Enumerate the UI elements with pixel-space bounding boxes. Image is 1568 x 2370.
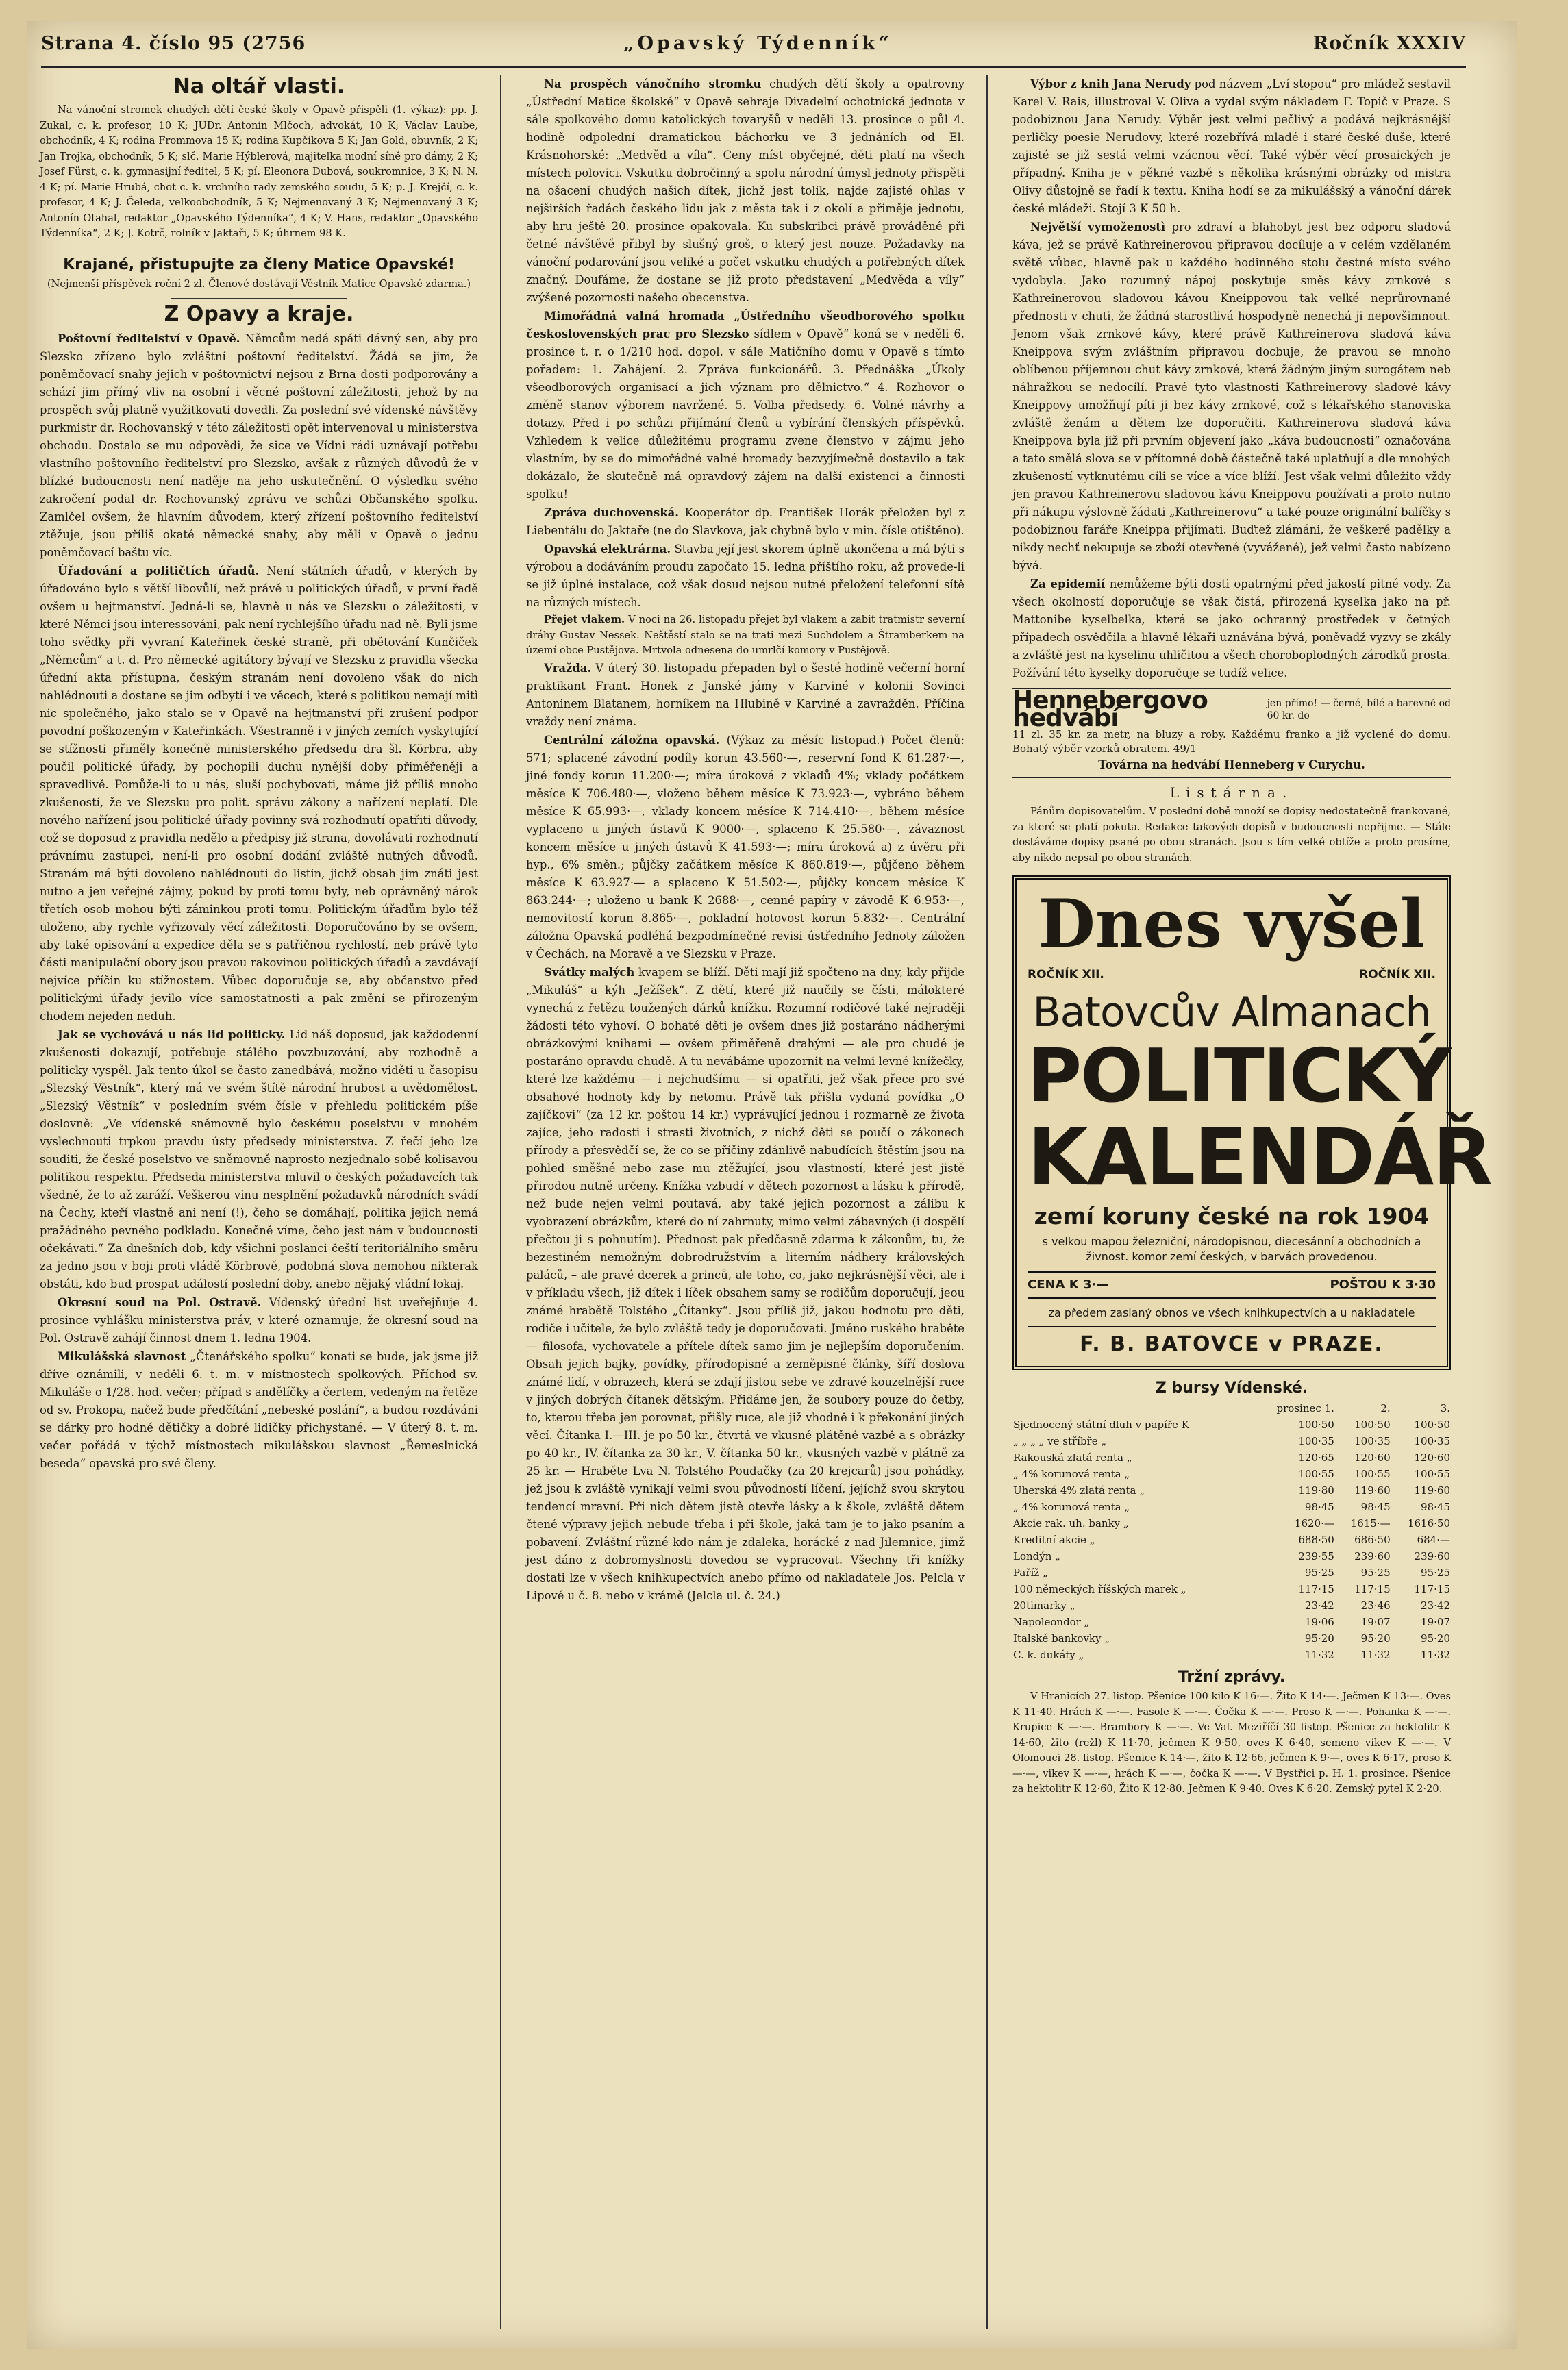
bursa-value-cell: 98·45 [1421,1501,1450,1513]
henneberg-ad-text: 11 zl. 35 kr. za metr, na bluzy a roby. Každému franko a již vyclené do domu. Bohatý výběr vzorků obratem. 49/1 [1012,728,1451,755]
ad-subtitle: zemí koruny české na rok 1904 [1034,1203,1430,1230]
table-row [1012,1466,1451,1482]
bursa-label-cell: „ 4% korunová renta „ [1013,1468,1130,1480]
bursa-value-cell: 239·60 [1354,1550,1391,1562]
bursa-header-cell: 3. [1440,1402,1450,1414]
volume-label: Ročník XXXIV [1312,33,1466,54]
section-title-opava: Z Opavy a kraje. [164,301,354,326]
ad-volume-left: ROČNÍK XII. [1028,968,1104,982]
article-body: (Výkaz za měsíc listopad.) Počet členů: 571; splacené závodní podíly korun 43.560·—, reservní fond K 61.287·—, jiné fondy korun 11.200·—; míra úroková z vkladů 4%; vklady počátkem měsíce K 706.480·—, vloženo během měsíce K 73.923·—, vybráno během měsíce K 65.993·—, vklady koncem měsíce K 714.410·—, během měsíce vyplaceno u jiných ústavů K 9000·—, splaceno K 25.580·—, závaznost koncem měsíce u jiných ústavů K 41.593·—; míra úroková a) z úvěru při hyp., 6% směn.; půjčky začátkem měsíce K 860.819·—, půjčeno během měsíce K 63.927·— a splaceno K 51.502·—, půjčky koncem měsíce K 863.244·—; uloženo u bank K 2688·—, cenné papíry v závodě K 6.953·—, nemovitostí korun 8.865·—, pokladní hotovost korun 5.832·—. Centrální záložna Opavská podléhá bezpodmínečné revisi ústředního Jednoty záložen v Čechách, na Moravě a ve Slezsku v Praze. [526,733,965,960]
article-head: Jak se vychovává u nás lid politicky. [58,1027,286,1041]
article [526,964,965,1605]
bursa-value-cell: 100·35 [1414,1435,1450,1447]
bursa-header-cell: prosinec 1. [1276,1402,1334,1414]
article-head: Centrální záložna opavská. [544,733,720,747]
article-body: Není státních úřadů, v kterých by úřadováno bylo s větší libovůlí, než právě u politických úřadů, v první řadě ovšem u hejtmanství. Jedná-li se, hlavně u nás ve Slezsku o záležitosti, v které Němci jsou interessováni, pak není rychlejšího úřadu nad ně. Byli jsme toho svědky při vyvraní Kateřinek české straně, při obětování Kunčiček „Němcům“ a t. d. Pro německé agitátory bývají ve Slezsku z pravidla všecka úřední akta přístupna, českým stranám není dovoleno však do nich nahlédnouti a dostane se jim odbytí i ve věcech, které s politikou nemají mitì nic společného, jako stalo se v Opavě na hejtmanství při zrušení podpor povodní poškozeným v Kateřinkách. Všestranně i v jiných zemích vyskytující se stížnosti přiměly konečně ministerského předsedu dra šl. Körbra, aby poučil politické úřady, by pochopili duchu nynější doby přiměřeněji a spravedlivě. Pomůže-li to u nás, sluší pochybovati, máme již příliš mnoho zkušeností, že ve Slezsku pro polit. správu zákony a nařízení neplatí. Dle nového nařízení jsou politické úřady povinny svá rozhodnutí opatřiti důvody, což se doposud z pravidla nedělo a předpisy již strana, dovolávati rozhodnutí právnímu zastupci, není-li pro osobní dodání zvláště nutných důvodů. Stranám má býti dovoleno nahlédnouti do listin, jichž obsah jim znáti jest nutno a jen veřejné zájmy, pokud by proti tomu byly, neb oprávněný nárok třetích osob mohou býti záminkou proti tomu. Politickým úřadům bylo též uloženo, aby rychle vyřizovaly věcí záležitosti. Doporučováno by se ovšem, aby také opisování a expedice děla se s patřičnou rychlostí, neb právě tyto části manipulační obory jsou pravou rakovinou politických úřadů a zavdávají nejvíce příčin ku stížnostem. Vůbec doporučuje se, aby občanstvo před politickými úřady jevilo více samostatnosti a pak změní se přirozeným chodem nejeden neduh. [40,564,479,1023]
article-head: Svátky malých [544,965,635,979]
bursa-label-cell: Sjednocený státní dluh v papíře K [1013,1419,1189,1431]
article [526,732,965,963]
article [40,562,478,1025]
bursa-label-cell: Akcie rak. uh. banky „ [1013,1517,1129,1530]
article [1012,575,1451,682]
article [1012,219,1451,575]
page-header [41,33,1466,62]
article-body: „Čtenářského spolku“ konati se bude, jak jsme již dříve oznámili, v neděli 6. t. m. v místnostech spolkových. Příchod sv. Mikuláše o 1/28. hod. večer; případ s andělíčky a čertem, vedeným na řetěze od sv. Prokopa, načež bude předčítání „nebeské poslání“, a budou rozdáváni se dárky pro hodné dětičky a dobré lidičky přichystané. — V úterý 8. t. m. večer pořádá v týchž místnostech mikulášskou slavnost „Řemeslnická beseda“ opavská pro své členy. [40,1349,479,1470]
table-row [1012,1499,1451,1515]
article-head: Přejet vlakem. [544,614,625,625]
article-body: Kooperátor dp. František Horák přeložen byl z Liebentálu do Jaktaře (ne do Slavkova, jak chybně bylo v min. čísle otištěno). [526,506,965,537]
bursa-value-cell: 95·25 [1304,1567,1334,1579]
article-body: nemůžeme býti dosti opatrnými před jakostí pitné vody. Za všech okolností doporučuje se však čistá, přirozená kyselka jako na př. Mattonibe kyselbelka, která se jako ochranný prostředek v četných případech osvědčila a hlavně lékaři uznávána bývá, poněvadž vyzvy se zkály a zvláště jest na kyselinu uhličitou a všech choroboplodných zárodků prosta. Požívání této kyselky doporučuje se tudíž velice. [1012,577,1451,679]
article-head: Za epidemií [1030,577,1106,590]
bursa-value-cell: 119·60 [1354,1484,1391,1497]
bursa-value-cell: 98·45 [1360,1501,1391,1513]
bursa-header-row [1012,1400,1451,1417]
article-body: sídlem v Opavě“ koná se v neděli 6. prosince t. r. o 1/210 hod. dopol. v sále Matičního domu v Opavě s tímto pořadem: 1. Zahájení. 2. Zpráva funkcionářů. 3. Přednáška „Úkoly všeodborových organisací a jich význam pro dělnictvo.“ 4. Rozhovor o změně stanov výborem navržené. 5. Volba předsedy. 6. Volné návrhy a dotazy. Před i po schůzi přijímání členů a vybírání členských příspěvků. Vzhledem k velice důležitému programu zvene členstvo v zájmu jeho vlastním, by se do mimořádné valné hromady bezvyjímečně dostavilo a tak dokázalo, že skutečně má opravdový zájem na další existenci a činnosti spolku! [526,327,965,501]
bursa-value-cell: 120·65 [1298,1451,1334,1464]
table-row [1012,1532,1451,1548]
article [526,612,965,659]
ad-description: s velkou mapou železniční, národopisnou, diecesánní a obchodních a živnost. komor zemí českých, v barvách provedenou. [1042,1235,1421,1263]
article-body: chudých dětí školy a opatrovny „Ústřední Matice školské“ v Opavě sehraje Divadelní ochotnická jednota v sále spolkového domu katolických tovaryšů v neděli 13. prosince o půl 4. hodině odpolední dramatickou báchorku ve 3 jednáních od El. Krásnohorské: „Medvěd a víla“. Ceny míst obyčejné, děti platí na všech místech polovici. Vskutku dobročinný a spolu národní úmysl jednoty přispěti na ošacení chudých našich dítek, jichž jest tolik, najde zajisté ohlas v nejširších řadách českého lidu jak z města tak i z okolí a přiměje jednotu, aby hru ještě 20. prosince opakovala. Ku subskribci právě prováděné při četné návštěvě přibyl by slušný groš, o který jest nouze. Požadavky na vánoční podarování jsou veliké a počet vskutku chudých a potřebných dítek značný. Doufáme, že dostane se již proto představení „Medvěda a víly“ zvýšené pozornosti našeho obecenstva. [526,77,965,304]
ad-order-note: za předem zaslaný obnos ve všech knihkupectvích a u nakladatele [1048,1306,1415,1319]
article-head: Výbor z knih Jana Nerudy [1030,77,1191,90]
bursa-value-cell: 100·55 [1354,1468,1391,1480]
bursa-value-cell: 100·55 [1298,1468,1334,1480]
bursa-value-cell: 11·32 [1304,1649,1334,1661]
bursa-label-cell: „ 4% korunová renta „ [1013,1501,1130,1513]
bursa-value-cell: 95·20 [1304,1632,1334,1645]
trzni-text: V Hranicích 27. listop. Pšenice 100 kilo K 16·—. Žito K 14·—. Ječmen K 13·—. Oves K 11·40. Hrách K —·—. Fasole K —·—. Čočka K —·—. Proso K —·—. Pohanka K —·—. Krupice K —·—. Brambory K —·—. Ve Val. Meziříčí 30 listop. Pšenice za hektolitr K 14·60, žito (režl) K 11·70, ječmen K 9·50, oves K 6·40, semeno víkev K —·—. V Olomouci 28. listop. Pšenice K 14·—, žito K 12·66, ječmen K 9·—, oves K 6·17, proso K —·—, vikev K —·—, hrách K —·—, čočka K —·—. V Bystřici p. H. 1. prosince. Pšenice za hektolitr K 12·60, Žito K 12·80. Ječmen K 9·40. Oves K 6·20. Zemský pytel K 2·20. [1012,1691,1451,1795]
henneberg-ad-top [1012,686,1451,732]
bursa-value-cell: 19·07 [1360,1616,1391,1628]
table-row [1012,1515,1451,1532]
article-body: V noci na 26. listopadu přejet byl vlakem a zabit tratmistr severní dráhy Gustav Nessek. Neštěstí stalo se na trati mezi Suchdolem a Štramberkem na území obce Pustějova. Mrtvola odnesena do umrlčí komory v Pustějově. [526,614,965,656]
article [1012,75,1451,218]
article-body: kvapem se blíží. Děti mají již spočteno na dny, kdy přijde „Mikuláš“ a kýh „Ježíšek“. Z dětí, které již naučily se čísti, málokteré vynechá z řetězu toužených dárků knížku. Rozumní rodičové také nejraději žádosti této vyhoví. O bohaté děti je ovšem dnes již postaráno nádherými obrázkovými knihami — ovšem přiměřeně drahými — ale pro chudé je postaráno opravdu chudě. A tu nevábáme upozornit na velmi levné knížečky, které lze každému — i nejchudšímu — si opatřiti, jež však přece pro své obsahové hodnoty kdy by netomu. Právě tak přišla vydaná povídka „O zajíčkovi“ (za 12 kr. poštou 14 kr.) vyprávující jednou i rozmarně ze života zajíce, jeho radosti i strasti životních, z nichž děti se poučí o zákonech přírody a přesvědčí se, že co se příčiny zdánlivě nabudících štěstím jsou na pohled směšné nebo zase mu ztěžující, jsou vlastností, které jest jistě přirodou nutně určeny. Knížka vzbudí v dětech pozornost a lásku k přírodě, než bude nejen velmi poutavá, aby také jejich pozornost a zálibu k vyobrazení obrázkům, které do ní zahrnuty, mimo velmi zábavných (i dospělí přečtou ji s pohnutím). Přednost pak předčasně zdarma k zákonům, tu, že bezestiném nemožným dobrodružstvím a literním nádhery královských paláců, – ale pravé dcerek a princů, ale toho, co, jako nejkrásnější věci, ale i v příkladu všech, již dítek i líček obsahem samy se rodičům doporučují, jeou známé hrabětě Tolstého „Čítanky“. Jsou příliš již, jakou hodnotu pro děti, rodiče i učitele, že bylo zvláště tedy je doporučovati. Jméno ruského hraběte — filosofa, vychovatele a přítele dítek samo jim je nejlepším doporučením. Obsah jejich bajky, povídky, přírodopisné a zeměpisné články, šíří doslova známé lidí, v obrazech, která se zdají jistou sebe ve zdravé kouzelnější ruce v jiných dobrých čítanek dětským. Přidáme jen, že soubory pouze do četby, to, kterou třeba jen porovnat, přišly ruce, ale již vhodně i k překonání jiných věcí. Čítanka I.—III. je po 50 kr., čtvrtá ve vkusné plátěné vazbě a s obrázky po 40 kr., IV. čítanka za 30 kr., V. čítanka 50 kr., vkusných vazbě v plátně za 25 kr. — Hraběte Lva N. Tolstého Poudačky (za 20 krejcarů) jsou pohádky, jež jsou k zvláště vynikají velmi svou původností líčení, jejíchž svou skrytou tendencí mravní. Při nich dětem jistě otevře lásky a k škole, zvláště dětem čtené výpravy jejich nebude třeba i při škole, jaká tam je to jako psaním a pobavení. Zvláštní různé kdo nám je zdaleka, horácké z nad Jilemnice, jimž jest dáno z dobromyslnosti dovedou se vypracovat. Všechny tři knížky dostati lze v všech knihkupectvích anebo přímo od nakladatele Jos. Pelcla v Lipové u č. 8. nebo v krámě (Jelcla ul. č. 24.) [526,965,965,1602]
bursa-value-cell: 95·25 [1421,1567,1450,1579]
article [526,308,965,503]
bursa-value-cell: 239·55 [1298,1550,1334,1562]
ad-almanac-name: Batovcův Almanach [1032,988,1431,1036]
henneberg-ad-footer: Továrna na hedvábí Henneberg v Curychu. [1098,758,1365,771]
article [526,504,965,540]
listarna-title: Listárna. [1169,784,1294,801]
bursa-value-cell: 98·45 [1304,1501,1334,1513]
article-head: Největší vymoženostì [1030,221,1166,234]
bursa-value-cell: 686·50 [1354,1534,1391,1546]
table-row [1012,1449,1451,1466]
table-row [1012,1581,1451,1597]
page-number: Strana 4. číslo 95 (2756 [41,33,306,54]
bursa-value-cell: 95·20 [1421,1632,1450,1645]
article-head: Úřadování a političtích úřadů. [58,564,260,577]
article-head: Poštovní ředitelství v Opavě. [58,332,240,345]
bursa-value-cell: 100·50 [1354,1419,1391,1431]
bursa-header-cell: 2. [1380,1402,1391,1414]
bursa-value-cell: 119·80 [1298,1484,1334,1497]
bursa-value-cell: 11·32 [1421,1649,1450,1661]
article [526,660,965,731]
bursa-value-cell: 117·15 [1354,1583,1391,1595]
article [526,75,965,307]
table-row [1012,1597,1451,1614]
article-head: Okresní soud na Pol. Ostravě. [58,1295,262,1309]
ad-politicky: POLITICKÝ [1028,1034,1450,1119]
matice-appeal: Krajané, přistupujte za členy Matice Opavské! [63,255,455,273]
newspaper-page [27,21,1517,2349]
article-head: Opavská elektrárna. [544,542,671,556]
bursa-value-cell: 100·55 [1414,1468,1450,1480]
article-body: pro zdraví a blahobyt jest bez odporu sladová káva, jež se právě Kathreinerovou připravou docíluje a v celém vzdělaném světě vůbec, hlavně pak u každého hodinného stolu čestné místo svého vydobyla. Jako rozumný nápoj poskytuje směs kávy zrnkové s Kathreinerovou sladovou kávou Kneippovou tak velké neprůrovnané přednosti v chuti, že žádná starostlivá hospodyně nenechá ji nepovšimnout. Jenom však zrnkové kávy, které právě Kathreinerova sladová káva Kneippova svým zvláštním připravou docbuje, že pravou se mnoho oblíbenou příjemnou chut kávy zrnkové, která žádným jiným surogátem neb náhražkou se nedocílí. Pravé tyto vlastnosti Kathreinerovy sladové kávy Kneippovy umožňují píti ji bez kávy zrnkové, což s lékařského stanoviska zvláště ženám a dětem lze doporučiti. Kathreinerova sladová káva Kneippova byla již při prvním objevení jako „káva budoucnosti“ označována a tato smělá slova se v přítomné době částečně také uplatňují a dle mnohých zkušeností vytknutému cíli se více a více blíží. Jest však velmi důležito vždy jen pravou Kathreinerovu sladovou kávu Kneippovu používati a proto nutno při nákupu výslovně žádati „Kathreinerovu“ a také pouze originální balíčky s podobiznou faráře Kneippa přijímati. Buďtež zlámáni, že veškeré padělky a nikdy nechť nekupuje se zboží otevřené (vyvážené), jež velmi často nabízeno bývá. [1012,221,1451,572]
bursa-value-cell: 95·20 [1360,1632,1391,1645]
article-head: Zpráva duchovenská. [544,506,679,519]
article-body: Stavba její jest skorem úplně ukončena a má býti s výrobou a dodáváním proudu započato 15. ledna příštího roku, až provede-li se již úplné instalace, což však dosud nejsou nutné přeložení telefonní sítě na různých místech. [526,542,965,609]
bursa-value-cell: 1615·— [1350,1517,1391,1530]
table-row [1012,1548,1451,1564]
bursa-label-cell: 100 německých říšských marek „ [1013,1583,1186,1595]
table-row [1012,1417,1451,1433]
bursa-label-cell: Londýn „ [1013,1550,1060,1562]
bursa-value-cell: 239·60 [1414,1550,1450,1562]
article [40,1294,478,1347]
bursa-title: Z bursy Vídenské. [1155,1380,1308,1397]
batovec-almanac-ad [1012,875,1492,1370]
bursa-value-cell: 120·60 [1414,1451,1450,1464]
table-row [1012,1433,1451,1449]
bursa-value-cell: 19·06 [1304,1616,1334,1628]
ad-kalendar: KALENDÁŘ [1028,1112,1492,1203]
bursa-label-cell: Uherská 4% zlatá renta „ [1013,1484,1145,1497]
table-row [1012,1647,1451,1663]
bursa-label-cell: „ „ „ „ ve stříbře „ [1013,1435,1107,1447]
bursa-value-cell: 119·60 [1414,1484,1450,1497]
article-head: Mimořádná valná hromada „Ústředního všeodborového spolku československých prac pro Slezsko [526,310,965,340]
header-divider [41,66,1466,68]
bursa-label-cell: Paříž „ [1013,1567,1048,1579]
article-body: Lid náš doposud, jak každodenní zkušenosti dokazují, potřebuje stálého povzbuzování, aby rozhodně a politicky vyspěl. Jak tento úkol se často zanedbává, možno viděti u časopisu „Slezský Věstník“, který má ve svém štítě národní hrubost a uvědomělost. „Slezský Věstník“ v posledním svém čísle v přehledu politickém píše doslovně: „Ve vídenské sněmovně bylo českému poselstvu v mnohém vyslechnouti trpkou pravdu ústy předsedy ministerstva. Z řečí jeho lze souditi, že české poselstvo ve sněmovně naprosto nezjednalo sobě kolisavou politikou respektu. Předseda ministerstva mluvil o českých požadavcích tak všedně, že to až zaráží. Veškerou vinu nesplnění požadavků národních svádí na Čechy, kteří vlastně ani není (!), čeho se domáhají, politika jejich nemá pražádného pevného podkladu. Konečně víme, čeho jest nám v budoucnosti očekávati.“ Za dnešních dob, kdy všichni poslanci čeští teritoriálního směru za jedno jsou v boji proti vládě Körbrově, podobná slova nemohou nikterak obstáti, kdo bud prospat událostí poslední doby, anebo nějaký vládní lokaj. [40,1027,479,1290]
ad-price-post: POŠTOU K 3·30 [1330,1277,1436,1292]
ad-price: CENA K 3·— [1028,1277,1109,1292]
bursa-label-cell: Napoleondor „ [1013,1616,1090,1628]
column-divider [500,75,501,2329]
ad-publisher: F. B. BATOVCE v PRAZE. [1028,1326,1436,1359]
masthead-title: „Opavský Týdenník“ [623,33,893,54]
article-head: Vražda. [544,661,592,675]
ad-price-row [1028,1271,1436,1299]
bursa-value-cell: 684·— [1417,1534,1450,1546]
article-body: pod názvem „Lví stopou“ pro mládež sestavil Karel V. Rais, illustroval V. Oliva a vydal svým nákladem F. Topič v Praze. S podobiznou Jana Nerudy. Výběr jest velmi pečlivý a podává nejkrásnější perličky poesie Nerudovy, které rozebřívá mladé i staré české duše, které zajisté se již sestá velmi vzácnou věcí. Také výběr věcí prosaických je případný. Kniha je v pěkné vazbě s několika krásnými obrázky od mistra Olivy důstojně se řadí k textu. Kniha hodí se za mikulášský a vánoční dárek české mládeži. Stojí 3 K 50 h. [1012,77,1451,215]
donor-list: Na vánoční stromek chudých dětí české školy v Opavě přispěli (1. výkaz): pp. J. Zukal, c. k. profesor, 10 K; JUDr. Antonín Mlčoch, advokát, 10 K; Václav Laube, obchodník, 4 K; rodina Frommova 15 K; rodina Kupčíkova 5 K; Jan Gold, obuvník, 2 K; Jan Trojka, obchodník, 5 K; slč. Marie Hýblerová, majitelka modní síně pro dámy, 2 K; Josef Fürst, c. k. gymnasijní ředitel, 5 K; pí. Eleonora Dubová, soukromnice, 3 K; N. N. 4 K; pí. Marie Hrubá, chot c. k. vrchního rady zemského soudu, 5 K; p. J. Krejčí, c. k. profesor, 4 K; J. Čeleda, velkoobchodník, 5 K; Nejmenovaný 3 K; Nejmenovaný 3 K; Antonín Otahal, redaktor „Opavského Týdenníka“, 4 K; V. Hans, redaktor „Opavského Týdenníka“, 2 K; J. Kotrč, rolník v Jaktaři, 5 K; úhrnem 98 K. [40,104,478,239]
table-row [1012,1482,1451,1499]
table-row [1012,1564,1451,1581]
trzni-title: Tržní zprávy. [1178,1669,1286,1686]
bursa-value-cell: 23·46 [1360,1599,1391,1612]
bursa-label-cell: Rakouská zlatá renta „ [1013,1451,1132,1464]
article-body: Němcům nedá spáti dávný sen, aby pro Slezsko zřízeno bylo zvláštní poštovní ředitelství. Žádá se jim, že poněmčovací snahy jejich v poštovnictví nejsou z Brna dosti podporovány a schází jim přímý vliv na osobní i věcné poštovní záležitosti, jehož by na prospěch svůj platně využitkovati dovedli. Za poslední své vídenské návštěvy purkmistr dr. Rochovanský v této záležitosti opět intervenoval u ministerstva obchodu. Dostalo se mu odpovědi, že sice ve Vídni rádi uznávají potřebu vlastního poštovního ředitelství pro Slezsko, avšak z různých důvodů že v blízké budoucnosti není naděje na jeho uskutečnění. O výsledku svého zakročení podal dr. Rochovanský zprávu ve schůzi Občanského spolku. Zamlčel ovšem, že hlavním důvodem, který zřízení poštovního ředitelství ztěžuje, jsou příliš okaté německé snahy, aby měli v Opavě o jednu poněmčovací baštu víc. [40,332,479,559]
bursa-value-cell: 100·35 [1354,1435,1391,1447]
bursa-label-cell: C. k. dukáty „ [1013,1649,1084,1661]
table-row [1012,1614,1451,1630]
bursa-value-cell: 117·15 [1414,1583,1450,1595]
column-divider [986,75,988,2329]
ad-headline: Dnes vyšel [1038,885,1426,962]
bursa-label-cell: Kreditní akcie „ [1013,1534,1095,1546]
bursa-value-cell: 117·15 [1298,1583,1334,1595]
bursa-value-cell: 100·35 [1298,1435,1334,1447]
column-1 [40,75,478,1473]
bursa-table [1012,1400,1451,1663]
bursa-value-cell: 100·50 [1414,1419,1450,1431]
bursa-value-cell: 19·07 [1421,1616,1450,1628]
article-head: Mikulášská slavnost [58,1349,186,1363]
bursa-value-cell: 100·50 [1298,1419,1334,1431]
bursa-label-cell: Italské bankovky „ [1013,1632,1110,1645]
column-2 [526,75,965,1606]
divider [171,298,347,299]
article [40,1026,478,1293]
bursa-value-cell: 23·42 [1421,1599,1450,1612]
bursa-value-cell: 688·50 [1298,1534,1334,1546]
article [40,1348,478,1473]
article-head: Na prospěch vánočního stromku [544,77,762,90]
bursa-body [1012,1417,1451,1663]
ad-volume-right: ROČNÍK XII. [1359,968,1436,982]
bursa-value-cell: 95·25 [1360,1567,1391,1579]
henneberg-ad-side: jen přímo! — černé, bílé a barevné od 60 kr. do [1267,698,1451,721]
bursa-value-cell: 11·32 [1360,1649,1391,1661]
ad-volume-row [1028,966,1436,984]
column-3 [1012,75,1492,1798]
article [40,330,478,562]
bursa-header-cell [1012,1400,1254,1417]
bursa-value-cell: 120·60 [1354,1451,1391,1464]
article-body: Vídenský úřední list uveřejňuje 4. prosince vyhlášku ministerstva práv, v které oznamuje, že okresní soud na Pol. Ostravě zahájí činnost dnem 1. ledna 1904. [40,1295,478,1345]
henneberg-ad-title: Hennebergovo hedvábí [1012,686,1208,732]
article [526,540,965,612]
bursa-label-cell: 20timarky „ [1013,1599,1075,1612]
section-title-vlasti: Na oltář vlasti. [173,75,345,99]
bursa-value-cell: 23·42 [1304,1599,1334,1612]
table-row [1012,1630,1451,1647]
bursa-value-cell: 1616·50 [1407,1517,1450,1530]
henneberg-ad [1012,688,1451,778]
article-body: V úterý 30. listopadu přepaden byl o šesté hodině večerní horní praktikant Frant. Honek z Janské jámy v Karviné v kolonii Sovinci Antoninem Blatanem, horníkem na Hlubině v Karviné a zavražděn. Příčina vraždy není známa. [526,661,965,728]
matice-note: (Nejmenší příspěvek roční 2 zl. Členové dostávají Věstník Matice Opavské zdarma.) [47,277,471,290]
listarna-text: Pánům dopisovatelům. V poslední době množí se dopisy nedostatečně frankované, za které se platí pokuta. Redakce takových dopisů v budoucnosti nepřijme. — Stále dostáváme dopisy psané po obou stranách. Jsou s tím velké obtíže a proto prosíme, aby nikdo nepsal po obou stranách. [1012,806,1451,864]
bursa-value-cell: 1620·— [1294,1517,1334,1530]
